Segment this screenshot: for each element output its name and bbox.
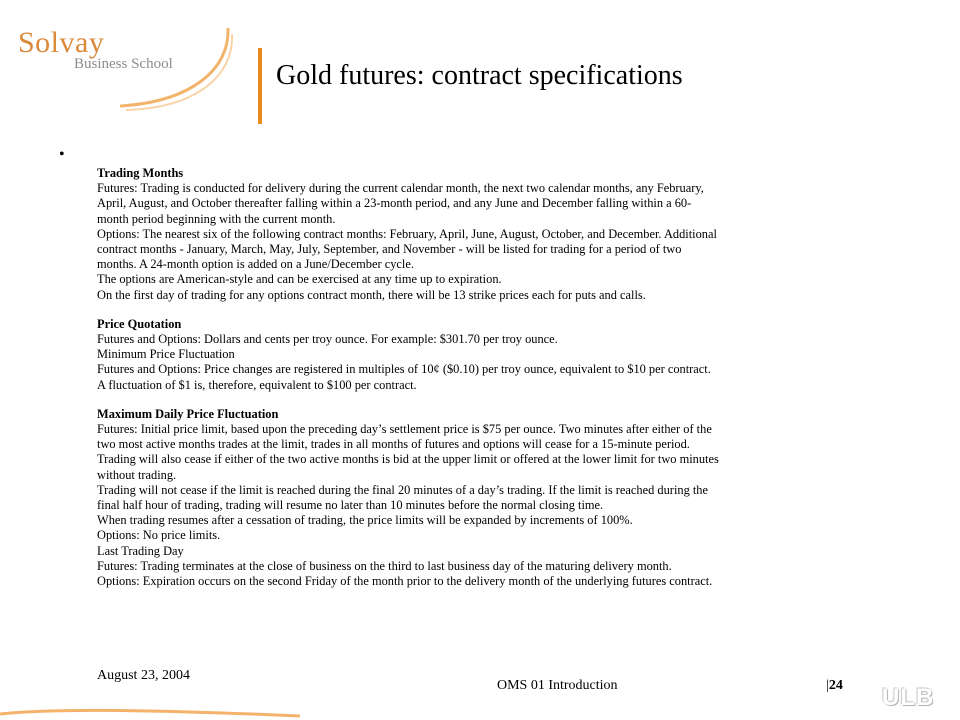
body-line: Futures and Options: Price changes are registered in multiples of 10¢ ($0.10) per troy ounce, equivalent to $10 per contract.: [97, 362, 711, 377]
footer-date: August 23, 2004: [97, 668, 190, 683]
bullet-marker: •: [59, 146, 65, 163]
body-line: Options: The nearest six of the following contract months: February, April, June, August, October, and December. Additional: [97, 226, 717, 241]
page-number: [826, 678, 843, 694]
title-accent-bar: [258, 48, 262, 124]
ulb-logo: ULB: [882, 684, 935, 711]
footer-course-title: OMS 01 Introduction: [497, 678, 618, 693]
body-line: Options: No price limits.: [97, 528, 221, 543]
body-line: Futures: Trading is conducted for delivery during the current calendar month, the next two calendar months, any February,: [97, 181, 704, 196]
heading-price-quotation: Price Quotation: [97, 316, 182, 331]
body-line: A fluctuation of $1 is, therefore, equivalent to $100 per contract.: [97, 377, 417, 392]
logo-business-school: Business School: [74, 56, 173, 72]
heading-trading-months: Trading Months: [97, 166, 184, 180]
slide-body: [97, 166, 917, 589]
body-line: Trading will also cease if either of the two active months is bid at the upper limit or offered at the lower limit for two minutes: [97, 452, 719, 467]
body-line: Futures: Initial price limit, based upon the preceding day’s settlement price is $75 per ounce. Two minutes after either of the: [97, 422, 712, 437]
body-line: months. A 24-month option is added on a June/December cycle.: [97, 257, 414, 272]
subheading-minimum-price-fluctuation: Minimum Price Fluctuation: [97, 347, 235, 362]
heading-max-daily-fluctuation: Maximum Daily Price Fluctuation: [97, 406, 279, 421]
body-line: On the first day of trading for any options contract month, there will be 13 strike prices each for puts and calls.: [97, 287, 646, 302]
logo-solvay: Solvay: [18, 26, 105, 59]
solvay-logo: [0, 0, 240, 120]
body-line: April, August, and October thereafter falling within a 23-month period, and any June and December falling within a 60-: [97, 196, 692, 211]
page-title: Gold futures: contract specifications: [276, 60, 683, 91]
bottom-swoosh-icon: [0, 700, 300, 720]
body-line: When trading resumes after a cessation of trading, the price limits will be expanded by increments of 100%.: [97, 513, 633, 528]
page-separator: |: [826, 678, 829, 693]
body-line: two most active months trades at the limit, trades in all months of futures and options will cease for a 15-minute period.: [97, 437, 690, 452]
body-line: Options: Expiration occurs on the second Friday of the month prior to the delivery month of the underlying futures contract.: [97, 574, 713, 589]
body-line: The options are American-style and can be exercised at any time up to expiration.: [97, 272, 502, 287]
page-number-value: 24: [828, 678, 843, 693]
subheading-last-trading-day: Last Trading Day: [97, 543, 184, 558]
body-line: Futures: Trading terminates at the close of business on the third to last business day of the maturing delivery month.: [97, 558, 672, 573]
body-line: Trading will not cease if the limit is reached during the final 20 minutes of a day’s trading. If the limit is reached during the: [97, 482, 709, 497]
body-line: Futures and Options: Dollars and cents per troy ounce. For example: $301.70 per troy ounce.: [97, 332, 558, 347]
body-line: month period beginning with the current month.: [97, 211, 336, 226]
body-line: contract months - January, March, May, July, September, and November - will be listed for trading for a period of two: [97, 242, 682, 257]
body-line: final half hour of trading, trading will resume no later than 10 minutes before the normal closing time.: [97, 498, 604, 513]
body-line: without trading.: [97, 467, 177, 482]
